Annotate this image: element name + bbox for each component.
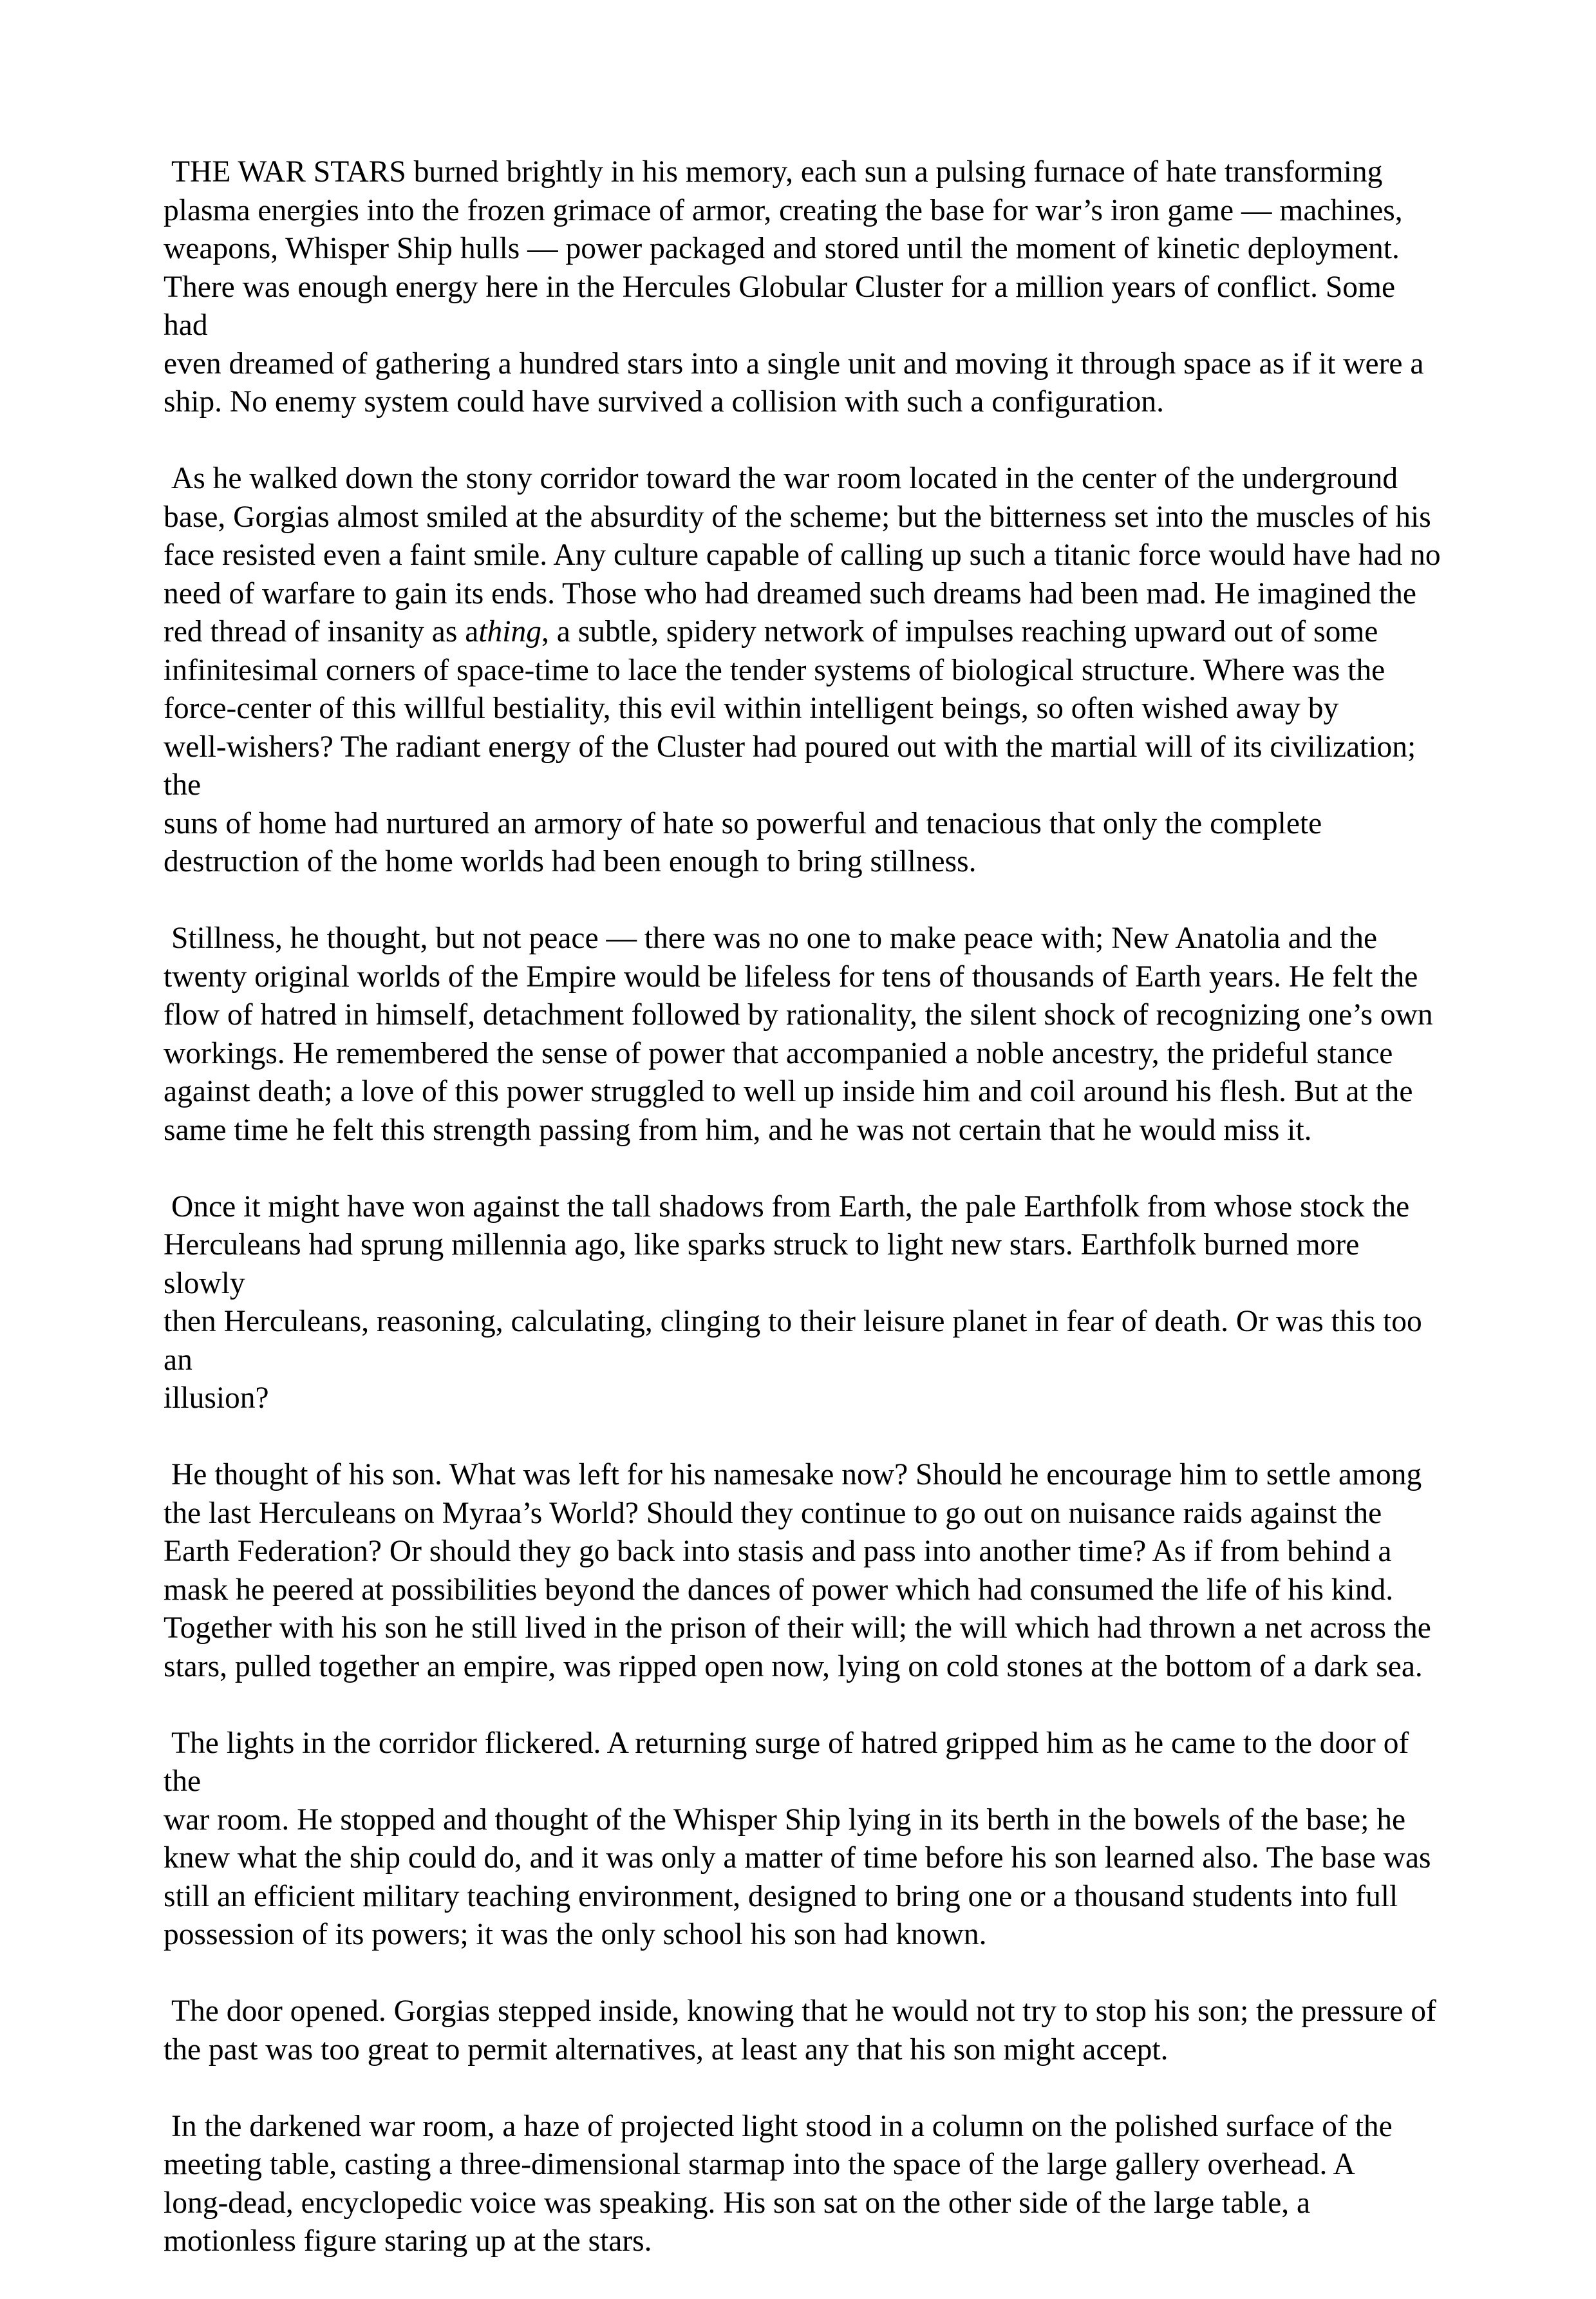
- document-page: [164, 153, 1441, 2299]
- paragraph-2-start: As he walked down the stony corridor toward the war room located in the center of the underground base, Gorgias almost smiled at the absurdity of the scheme; but the bitterness set into the muscles of his face resisted even a faint smile. Any culture capable of calling up such a titanic force would have had no need of warfare to gain its ends. Those who had dreamed such dreams had been mad. He imagined the red thread of insanity as a: [164, 462, 1441, 648]
- paragraph-2-italic-word: thing: [478, 615, 541, 648]
- paragraph-5: He thought of his son. What was left for his namesake now? Should he encourage him to settle among the last Herculeans on Myraa’s World? Should they continue to go out on nuisance raids against the Earth Federation? Or should they go back into stasis and pass into another time? As if from behind a mask he peered at possibilities beyond the dances of power which had consumed the life of his kind. Together with his son he still lived in the prison of their will; the will which had thrown a net across the stars, pulled together an empire, was ripped open now, lying on cold stones at the bottom of a dark sea.: [164, 1458, 1431, 1683]
- paragraph-2-rest: , a subtle, spidery network of impulses reaching upward out of some infinitesimal corners of space-time to lace the tender systems of biological structure. Where was the force-center of this willful bestiality, this evil within intelligent beings, so often wished away by well-wishers? The radiant energy of the Cluster had poured out with the martial will of its civilization; the suns of home had nurtured an armory of hate so powerful and tenacious that only the complete destruction of the home worlds had been enough to bring stillness.: [164, 615, 1416, 878]
- paragraph-1: THE WAR STARS burned brightly in his memory, each sun a pulsing furnace of hate transforming plasma energies into the frozen grimace of armor, creating the base for war’s iron game — machines, weapons, Whisper Ship hulls — power packaged and stored until the moment of kinetic deployment. There was enough energy here in the Hercules Globular Cluster for a million years of conflict. Some had even dreamed of gathering a hundred stars into a single unit and moving it through space as if it were a ship. No enemy system could have survived a collision with such a configuration.: [164, 155, 1424, 419]
- paragraph-3: Stillness, he thought, but not peace — there was no one to make peace with; New Anatolia and the twenty original worlds of the Empire would be lifeless for tens of thousands of Earth years. He felt the flow of hatred in himself, detachment followed by rationality, the silent shock of recognizing one’s own workings. He remembered the sense of power that accompanied a noble ancestry, the prideful stance against death; a love of this power struggled to well up inside him and coil around his flesh. But at the same time he felt this strength passing from him, and he was not certain that he would miss it.: [164, 922, 1433, 1147]
- paragraph-8: In the darkened war room, a haze of projected light stood in a column on the polished surface of the meeting table, casting a three-dimensional starmap into the space of the large gallery overhead. A long-dead, encyclopedic voice was speaking. His son sat on the other side of the large table, a motionless figure staring up at the stars.: [164, 2109, 1393, 2258]
- paragraph-4: Once it might have won against the tall shadows from Earth, the pale Earthfolk from whose stock the Herculeans had sprung millennia ago, like sparks struck to light new stars. Earthfolk burned more slowly then Herculeans, reasoning, calculating, clinging to their leisure planet in fear of death. Or was this too an illusion?: [164, 1189, 1422, 1415]
- paragraph-7: The door opened. Gorgias stepped inside, knowing that he would not try to stop his son; the pressure of the past was too great to permit alternatives, at least any that his son might accept.: [164, 1994, 1436, 2067]
- paragraph-6: The lights in the corridor flickered. A returning surge of hatred gripped him as he came to the door of the war room. He stopped and thought of the Whisper Ship lying in its berth in the bowels of the base; he knew what the ship could do, and it was only a matter of time before his son learned also. The base was still an efficient military teaching environment, designed to bring one or a thousand students into full possession of its powers; it was the only school his son had known.: [164, 1726, 1431, 1951]
- paragraph-2: [164, 460, 1441, 882]
